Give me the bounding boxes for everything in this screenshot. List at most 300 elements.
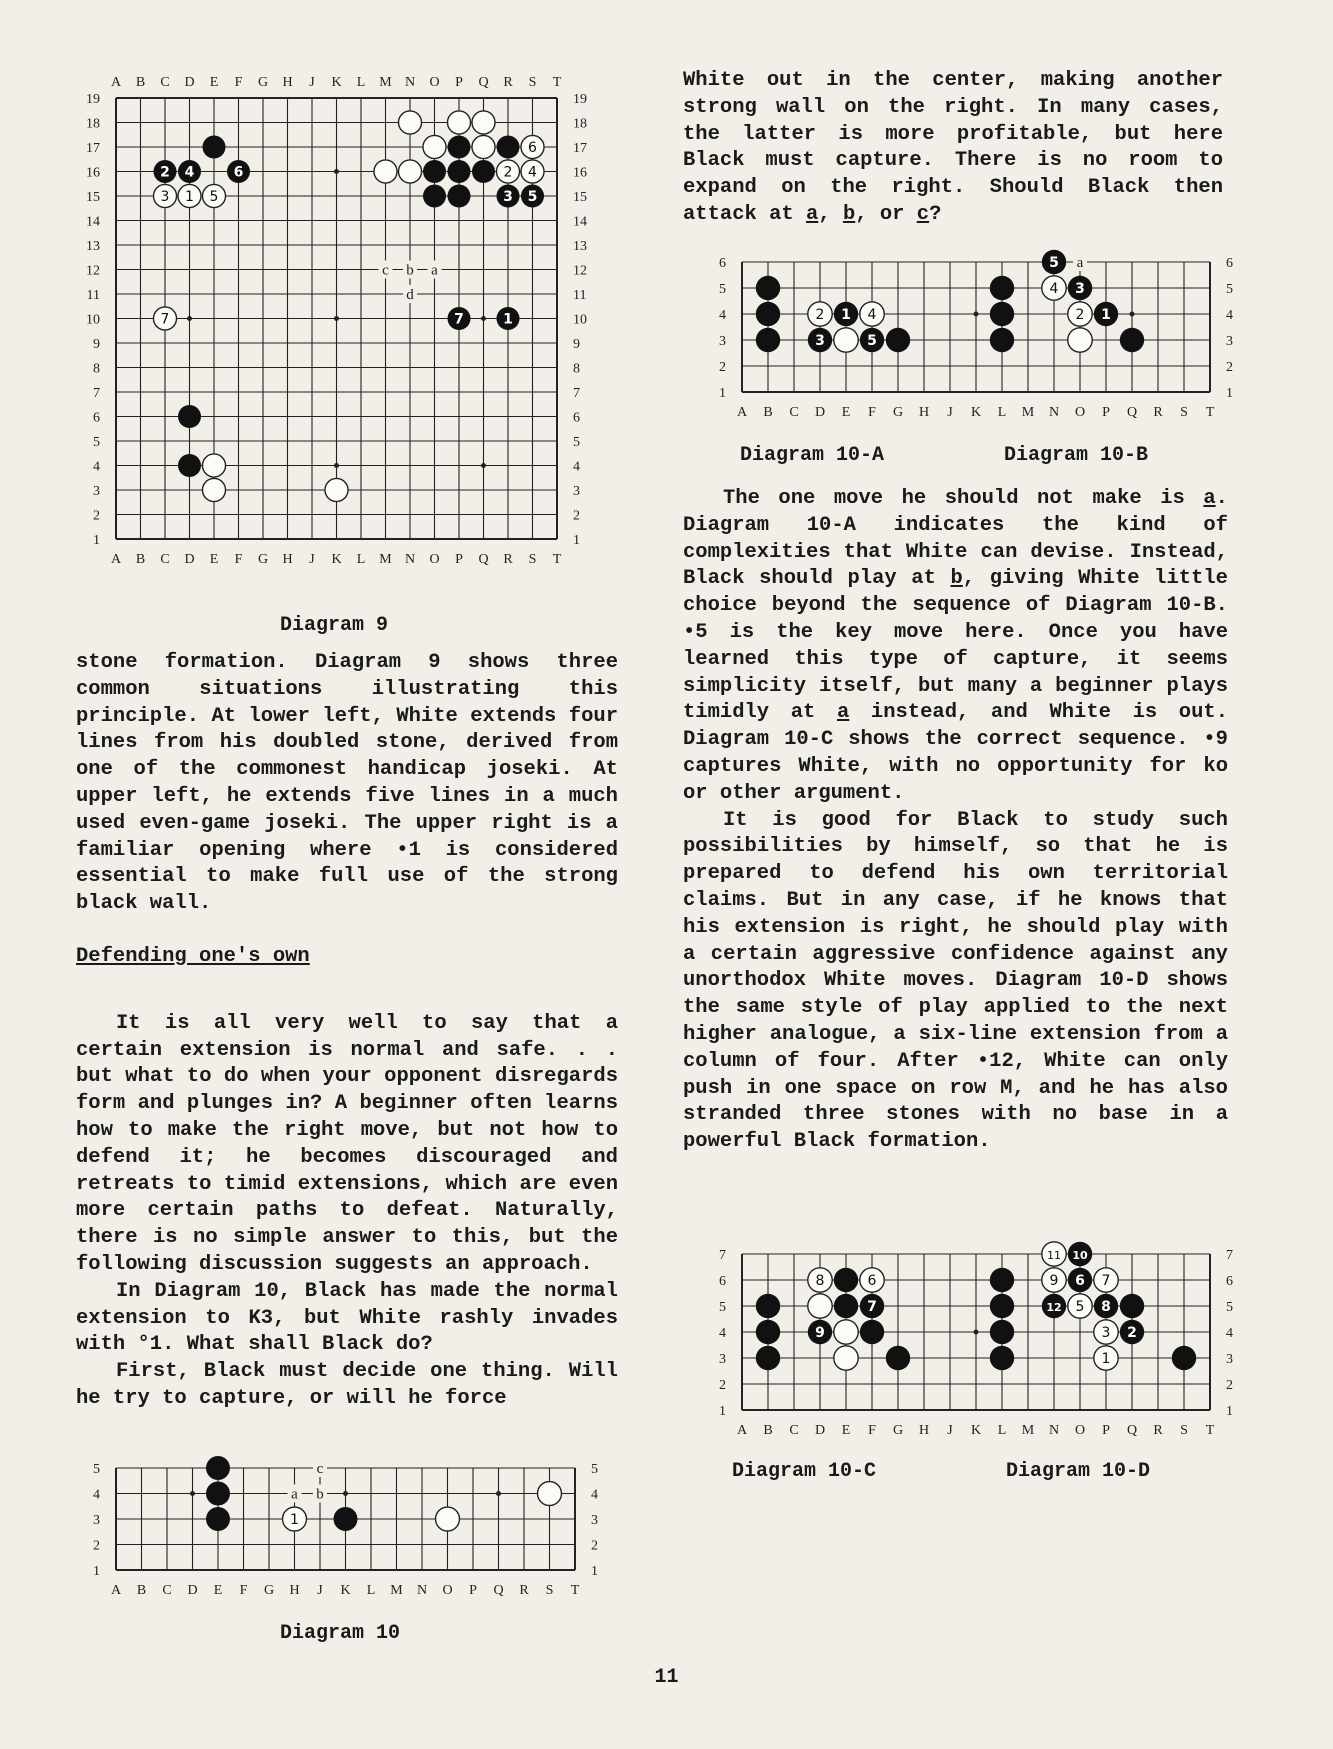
black-stone bbox=[756, 328, 780, 352]
black-stone bbox=[206, 1456, 230, 1480]
stone-number: 8 bbox=[815, 1273, 825, 1289]
black-stone bbox=[990, 276, 1014, 300]
coordinate-letter: J bbox=[309, 552, 315, 567]
coordinate-letter: P bbox=[1102, 1423, 1110, 1438]
coordinate-letter: C bbox=[160, 75, 170, 90]
black-stone bbox=[886, 1346, 910, 1370]
coordinate-letter: B bbox=[135, 552, 146, 567]
white-stone bbox=[472, 111, 495, 134]
board-label: a bbox=[431, 262, 438, 279]
right-column-middle-text bbox=[683, 486, 1228, 1156]
black-stone bbox=[178, 405, 201, 428]
stone-number: 3 bbox=[1075, 281, 1085, 297]
coordinate-letter: P bbox=[469, 1583, 477, 1598]
stone-number: 7 bbox=[454, 311, 464, 328]
coordinate-letter: Q bbox=[493, 1583, 504, 1598]
coordinate-letter: R bbox=[1153, 405, 1163, 420]
coordinate-letter: A bbox=[736, 1423, 748, 1438]
coordinate-number: 16 bbox=[573, 165, 587, 181]
black-stone bbox=[990, 1268, 1014, 1292]
ref-a: a bbox=[836, 701, 850, 725]
stone-number: 4 bbox=[184, 164, 195, 181]
coordinate-number: 6 bbox=[719, 1274, 726, 1289]
black-stone bbox=[886, 328, 910, 352]
coordinate-letter: R bbox=[519, 1583, 529, 1598]
coordinate-number: 5 bbox=[93, 1462, 100, 1477]
coordinate-letter: F bbox=[234, 552, 243, 567]
star-point bbox=[334, 316, 339, 321]
black-stone bbox=[178, 454, 201, 477]
star-point bbox=[187, 316, 192, 321]
coordinate-number: 4 bbox=[1226, 1326, 1233, 1341]
black-stone bbox=[1120, 328, 1144, 352]
coordinate-number: 9 bbox=[573, 337, 580, 352]
coordinate-letter: A bbox=[110, 552, 122, 567]
diagram-9-caption: Diagram 9 bbox=[280, 614, 389, 637]
star-point bbox=[481, 463, 486, 468]
coordinate-letter: J bbox=[947, 405, 953, 420]
coordinate-number: 13 bbox=[86, 239, 100, 254]
black-stone bbox=[990, 1320, 1014, 1344]
coordinate-letter: H bbox=[282, 75, 293, 90]
text: Diagram 10-A indicates the kind of complexities that White can devise. Instead, Black should play at bbox=[683, 513, 1228, 591]
page-number: 11 bbox=[654, 1666, 679, 1689]
coordinate-letter: F bbox=[868, 1423, 876, 1438]
coordinate-letter: K bbox=[970, 405, 982, 420]
coordinate-number: 6 bbox=[1226, 256, 1233, 271]
coordinate-number: 14 bbox=[86, 214, 100, 230]
stone-number: 5 bbox=[1049, 255, 1059, 271]
text: giving White little choice beyond the sequence of Diagram 10-B. •5 is the key move here. Once you have learned this type of capture, it seems simplicity itself, but many a beginner plays timidly at bbox=[683, 567, 1228, 725]
black-stone bbox=[1120, 1294, 1144, 1318]
coordinate-number: 19 bbox=[86, 92, 100, 107]
stone-number: 10 bbox=[1072, 1249, 1088, 1262]
stone-number: 5 bbox=[527, 189, 538, 205]
stone-number: 3 bbox=[503, 189, 513, 205]
black-stone bbox=[834, 1294, 858, 1318]
diagram-10ab-board bbox=[690, 246, 1233, 436]
coordinate-number: 1 bbox=[719, 386, 726, 401]
black-stone bbox=[447, 160, 470, 183]
coordinate-number: 11 bbox=[86, 288, 100, 303]
coordinate-letter: Q bbox=[478, 75, 489, 90]
coordinate-number: 1 bbox=[591, 1564, 598, 1579]
coordinate-number: 7 bbox=[719, 1248, 726, 1263]
coordinate-number: 2 bbox=[719, 360, 726, 375]
coordinate-number: 2 bbox=[1226, 1378, 1233, 1393]
black-stone bbox=[423, 184, 446, 207]
stone-number: 1 bbox=[1101, 307, 1111, 323]
coordinate-letter: R bbox=[503, 75, 513, 90]
diagram-10a-caption: Diagram 10-A bbox=[740, 444, 885, 467]
black-stone bbox=[756, 276, 780, 300]
coordinate-number: 18 bbox=[573, 116, 587, 132]
stone-number: 5 bbox=[209, 189, 219, 205]
paragraph: In Diagram 10, Black has made the normal extension to K3, but White rashly invades with °1. What shall Black do? bbox=[76, 1279, 618, 1357]
coordinate-letter: M bbox=[1021, 1423, 1035, 1438]
ref-b: b bbox=[842, 202, 856, 226]
coordinate-letter: L bbox=[356, 552, 366, 567]
black-stone bbox=[756, 1346, 780, 1370]
diagram-10b-caption: Diagram 10-B bbox=[1004, 444, 1149, 467]
coordinate-letter: P bbox=[455, 75, 463, 90]
black-stone bbox=[334, 1507, 358, 1531]
coordinate-letter: G bbox=[892, 1423, 904, 1438]
coordinate-number: 2 bbox=[93, 508, 100, 524]
coordinate-number: 6 bbox=[573, 410, 580, 426]
white-stone bbox=[374, 160, 397, 183]
board-label: a bbox=[291, 1486, 298, 1503]
coordinate-number: 17 bbox=[86, 141, 100, 156]
coordinate-letter: E bbox=[213, 1583, 223, 1598]
coordinate-letter: N bbox=[404, 552, 416, 567]
coordinate-letter: G bbox=[263, 1583, 275, 1598]
text: White out in the center, making another strong wall on the right. In many cases, the latter is more profitable, but here Black must capture. There is no room to expand on the right. Should Black then attack at bbox=[683, 69, 1223, 226]
coordinate-letter: G bbox=[257, 75, 269, 90]
paragraph: stone formation. Diagram 9 shows three common situations illustrating this principle. At lower left, White extends four lines from his doubled stone, derived from one of the commonest handicap joseki. At upper left, he extends five lines in a much used even-game joseki. The upper right is a familiar opening where •1 is considered essential to make full use of the strong black wall. bbox=[76, 651, 618, 916]
coordinate-number: 3 bbox=[1226, 334, 1233, 349]
white-stone bbox=[202, 478, 225, 501]
coordinate-letter: B bbox=[763, 405, 773, 420]
black-stone bbox=[990, 1346, 1014, 1370]
coordinate-letter: C bbox=[160, 552, 170, 567]
left-column-text bbox=[76, 650, 618, 1413]
stone-number: 2 bbox=[815, 307, 825, 323]
coordinate-letter: Q bbox=[1126, 1423, 1138, 1438]
coordinate-number: 2 bbox=[573, 508, 580, 524]
star-point bbox=[974, 312, 979, 317]
coordinate-letter: Q bbox=[1126, 405, 1138, 420]
white-stone bbox=[834, 328, 858, 352]
black-stone bbox=[447, 184, 470, 207]
star-point bbox=[496, 1491, 501, 1496]
stone-number: 3 bbox=[1101, 1325, 1111, 1341]
coordinate-letter: O bbox=[1074, 405, 1086, 420]
coordinate-letter: D bbox=[814, 1423, 826, 1438]
stone-number: 6 bbox=[528, 140, 537, 156]
coordinate-number: 2 bbox=[591, 1538, 598, 1554]
coordinate-letter: T bbox=[570, 1583, 580, 1598]
stone-number: 6 bbox=[1075, 1273, 1085, 1289]
coordinate-letter: G bbox=[257, 552, 269, 567]
black-stone bbox=[756, 302, 780, 326]
coordinate-letter: N bbox=[1048, 405, 1060, 420]
coordinate-number: 5 bbox=[573, 435, 580, 450]
black-stone bbox=[834, 1268, 858, 1292]
coordinate-letter: Q bbox=[478, 552, 489, 567]
coordinate-number: 15 bbox=[573, 190, 587, 205]
black-stone bbox=[756, 1320, 780, 1344]
coordinate-number: 6 bbox=[719, 256, 726, 271]
coordinate-letter: J bbox=[317, 1583, 323, 1598]
coordinate-letter: A bbox=[736, 405, 748, 420]
star-point bbox=[334, 169, 339, 174]
stone-number: 4 bbox=[528, 164, 537, 181]
coordinate-letter: L bbox=[997, 1423, 1007, 1438]
coordinate-letter: M bbox=[379, 75, 392, 90]
coordinate-letter: E bbox=[209, 75, 219, 90]
coordinate-number: 10 bbox=[573, 312, 587, 328]
paragraph: It is all very well to say that a certain extension is normal and safe. . . but what to do when your opponent disregards form and plunges in? A beginner often learns how to make the right move, but not how to defend it; he becomes discouraged and retreats to timid extensions, which are even more certain paths to defeat. Naturally, there is no simple answer to this, but the following discussion suggests an approach. bbox=[76, 1011, 618, 1276]
coordinate-number: 12 bbox=[86, 263, 100, 279]
board-label: b bbox=[406, 262, 414, 279]
coordinate-number: 4 bbox=[719, 308, 726, 323]
white-stone bbox=[808, 1294, 832, 1318]
coordinate-letter: O bbox=[429, 552, 440, 567]
coordinate-letter: H bbox=[918, 1423, 930, 1438]
coordinate-letter: T bbox=[1205, 1423, 1215, 1438]
black-stone bbox=[756, 1294, 780, 1318]
right-column-top-text bbox=[683, 68, 1223, 229]
coordinate-letter: L bbox=[997, 405, 1007, 420]
coordinate-letter: C bbox=[789, 1423, 799, 1438]
white-stone bbox=[472, 135, 495, 158]
star-point bbox=[974, 1330, 979, 1335]
coordinate-letter: S bbox=[528, 552, 537, 567]
stone-number: 6 bbox=[233, 164, 244, 181]
black-stone bbox=[990, 302, 1014, 326]
coordinate-letter: E bbox=[209, 552, 219, 567]
coordinate-number: 1 bbox=[1226, 1404, 1233, 1419]
coordinate-letter: L bbox=[356, 75, 366, 90]
coordinate-letter: J bbox=[309, 75, 315, 90]
ref-a: a bbox=[806, 202, 819, 226]
black-stone bbox=[423, 160, 446, 183]
coordinate-letter: B bbox=[135, 75, 146, 90]
board-label: b bbox=[316, 1486, 324, 1503]
coordinate-letter: B bbox=[136, 1583, 147, 1598]
coordinate-letter: N bbox=[416, 1583, 428, 1598]
stone-number: 9 bbox=[1049, 1273, 1059, 1289]
coordinate-number: 5 bbox=[591, 1462, 598, 1477]
coordinate-number: 5 bbox=[1226, 282, 1233, 297]
coordinate-number: 15 bbox=[86, 190, 100, 205]
white-stone bbox=[1068, 328, 1092, 352]
diagram-10cd-board bbox=[690, 1238, 1233, 1448]
stone-number: 8 bbox=[1101, 1299, 1111, 1315]
stone-number: 2 bbox=[1127, 1325, 1137, 1341]
coordinate-number: 17 bbox=[573, 141, 587, 156]
coordinate-letter: A bbox=[110, 1583, 122, 1598]
diagram-10d-caption: Diagram 10-D bbox=[1006, 1460, 1151, 1483]
coordinate-number: 7 bbox=[1226, 1248, 1233, 1263]
stone-number: 3 bbox=[815, 333, 825, 349]
diagram-9-board bbox=[78, 60, 598, 600]
coordinate-letter: F bbox=[239, 1583, 248, 1598]
board-label: c bbox=[316, 1461, 324, 1477]
coordinate-number: 3 bbox=[93, 484, 100, 499]
stone-number: 1 bbox=[290, 1512, 299, 1528]
coordinate-number: 13 bbox=[573, 239, 587, 254]
stone-number: 12 bbox=[1046, 1301, 1062, 1314]
text: The one move he should not make is bbox=[723, 487, 1185, 510]
coordinate-number: 14 bbox=[573, 214, 587, 230]
coordinate-letter: M bbox=[390, 1583, 403, 1598]
coordinate-letter: K bbox=[970, 1423, 982, 1438]
star-point bbox=[481, 316, 486, 321]
coordinate-letter: R bbox=[1153, 1423, 1163, 1438]
coordinate-number: 1 bbox=[573, 533, 580, 548]
coordinate-letter: B bbox=[763, 1423, 773, 1438]
star-point bbox=[334, 463, 339, 468]
black-stone bbox=[206, 1507, 230, 1531]
white-stone bbox=[423, 135, 446, 158]
coordinate-letter: J bbox=[947, 1423, 953, 1438]
section-heading: Defending one's own bbox=[76, 944, 310, 968]
coordinate-letter: N bbox=[1048, 1423, 1060, 1438]
coordinate-letter: H bbox=[289, 1583, 300, 1598]
black-stone bbox=[860, 1320, 884, 1344]
black-stone bbox=[1172, 1346, 1196, 1370]
coordinate-letter: P bbox=[455, 552, 463, 567]
board-label: a bbox=[1076, 255, 1084, 271]
coordinate-number: 4 bbox=[573, 459, 580, 475]
coordinate-number: 3 bbox=[93, 1513, 100, 1528]
coordinate-letter: M bbox=[379, 552, 392, 567]
coordinate-letter: K bbox=[340, 1583, 351, 1598]
black-stone bbox=[202, 135, 225, 158]
stone-number: 5 bbox=[867, 333, 877, 349]
coordinate-letter: D bbox=[184, 75, 195, 90]
coordinate-number: 6 bbox=[1226, 1274, 1233, 1289]
coordinate-number: 4 bbox=[1226, 308, 1233, 323]
stone-number: 9 bbox=[815, 1325, 825, 1341]
stone-number: 4 bbox=[867, 307, 877, 323]
coordinate-number: 5 bbox=[1226, 1300, 1233, 1315]
coordinate-number: 3 bbox=[719, 334, 726, 349]
star-point bbox=[343, 1491, 348, 1496]
stone-number: 7 bbox=[1101, 1273, 1111, 1289]
coordinate-letter: D bbox=[814, 405, 826, 420]
coordinate-letter: T bbox=[552, 75, 562, 90]
stone-number: 2 bbox=[1075, 307, 1085, 323]
star-point bbox=[190, 1491, 195, 1496]
stone-number: 5 bbox=[1075, 1299, 1085, 1315]
stone-number: 3 bbox=[160, 189, 170, 205]
coordinate-letter: K bbox=[331, 75, 342, 90]
coordinate-number: 16 bbox=[86, 165, 100, 181]
diagram-10-caption: Diagram 10 bbox=[280, 1622, 401, 1645]
paragraph: White out in the center, making another strong wall on the right. In many cases, the latter is more profitable, but here Black must capture. There is no room to expand on the right. Should Black then attack at a, b, or c? bbox=[683, 69, 1223, 226]
black-stone bbox=[206, 1482, 230, 1506]
stone-number: 2 bbox=[160, 164, 170, 181]
paragraph: The one move he should not make is a. Diagram 10-A indicates the kind of complexities that White can devise. Instead, Black should play at b, giving White little choice beyond the sequence of Diagram 10-B. •5 is the key move here. Once you have learned this type of capture, it seems simplicity itself, but many a beginner plays timidly at a instead, and White is out. Diagram 10-C shows the correct sequence. •9 captures White, with no opportunity for ko or other argument. bbox=[683, 487, 1228, 805]
coordinate-number: 1 bbox=[719, 1404, 726, 1419]
stone-number: 4 bbox=[1049, 281, 1059, 297]
stone-number: 6 bbox=[867, 1273, 877, 1289]
coordinate-letter: R bbox=[503, 552, 513, 567]
star-point bbox=[1130, 312, 1135, 317]
coordinate-number: 9 bbox=[93, 337, 100, 352]
coordinate-letter: S bbox=[528, 75, 537, 90]
coordinate-number: 5 bbox=[719, 282, 726, 297]
coordinate-letter: L bbox=[366, 1583, 376, 1598]
text: or bbox=[879, 202, 905, 226]
coordinate-number: 7 bbox=[93, 386, 100, 401]
coordinate-number: 6 bbox=[93, 410, 100, 426]
coordinate-number: 3 bbox=[591, 1513, 598, 1528]
coordinate-number: 4 bbox=[591, 1487, 598, 1503]
coordinate-letter: E bbox=[841, 1423, 851, 1438]
stone-number: 7 bbox=[867, 1299, 877, 1315]
coordinate-letter: D bbox=[184, 552, 195, 567]
coordinate-number: 18 bbox=[86, 116, 100, 132]
coordinate-number: 7 bbox=[573, 386, 580, 401]
coordinate-number: 11 bbox=[573, 288, 587, 303]
coordinate-number: 1 bbox=[1226, 386, 1233, 401]
ref-c: c bbox=[916, 202, 930, 226]
coordinate-number: 1 bbox=[93, 1564, 100, 1579]
white-stone bbox=[398, 160, 421, 183]
coordinate-letter: H bbox=[918, 405, 930, 420]
coordinate-letter: P bbox=[1102, 405, 1110, 420]
coordinate-letter: K bbox=[331, 552, 342, 567]
coordinate-number: 3 bbox=[719, 1352, 726, 1367]
coordinate-letter: S bbox=[1180, 1423, 1188, 1438]
coordinate-number: 3 bbox=[1226, 1352, 1233, 1367]
paragraph: It is good for Black to study such possibilities by himself, so that he is prepared to defend his own territorial claims. But in any case, if he knows that his extension is right, he should play with a certain aggressive confidence against any unorthodox White moves. Diagram 10-D shows the same style of play applied to the next higher analogue, a six-line extension from a column of four. After •12, White can only push in one space on row M, and he has also stranded three stones with no base in a powerful Black formation. bbox=[683, 808, 1228, 1154]
black-stone bbox=[472, 160, 495, 183]
coordinate-letter: C bbox=[789, 405, 799, 420]
coordinate-letter: E bbox=[841, 405, 851, 420]
coordinate-letter: N bbox=[404, 75, 416, 90]
coordinate-letter: T bbox=[1205, 405, 1215, 420]
board-label: d bbox=[406, 287, 414, 303]
coordinate-number: 2 bbox=[719, 1378, 726, 1393]
coordinate-letter: D bbox=[187, 1583, 198, 1598]
stone-number: 1 bbox=[841, 307, 851, 323]
black-stone bbox=[990, 1294, 1014, 1318]
coordinate-letter: F bbox=[868, 405, 876, 420]
white-stone bbox=[538, 1482, 562, 1506]
coordinate-number: 8 bbox=[573, 361, 580, 377]
coordinate-number: 5 bbox=[719, 1300, 726, 1315]
coordinate-letter: M bbox=[1021, 405, 1035, 420]
stone-number: 1 bbox=[503, 311, 513, 328]
coordinate-letter: T bbox=[552, 552, 562, 567]
white-stone bbox=[325, 478, 348, 501]
coordinate-number: 4 bbox=[93, 1487, 100, 1503]
coordinate-letter: A bbox=[110, 75, 122, 90]
coordinate-number: 8 bbox=[93, 361, 100, 377]
white-stone bbox=[202, 454, 225, 477]
white-stone bbox=[436, 1507, 460, 1531]
text: instead, and White is out. Diagram 10-C shows the correct sequence. •9 captures White, with no opportunity for ko or other argument. bbox=[683, 701, 1228, 805]
paragraph: First, Black must decide one thing. Will he try to capture, or will he force bbox=[76, 1360, 618, 1410]
coordinate-number: 2 bbox=[1226, 360, 1233, 375]
coordinate-number: 2 bbox=[93, 1538, 100, 1554]
coordinate-letter: S bbox=[1180, 405, 1188, 420]
coordinate-number: 4 bbox=[719, 1326, 726, 1341]
white-stone bbox=[398, 111, 421, 134]
stone-number: 11 bbox=[1047, 1249, 1061, 1262]
coordinate-number: 3 bbox=[573, 484, 580, 499]
coordinate-number: 19 bbox=[573, 92, 587, 107]
stone-number: 7 bbox=[160, 311, 170, 328]
coordinate-letter: O bbox=[1074, 1423, 1086, 1438]
ref-a: a bbox=[1203, 487, 1216, 510]
coordinate-number: 1 bbox=[93, 533, 100, 548]
ref-b: b bbox=[950, 567, 963, 591]
coordinate-letter: H bbox=[282, 552, 293, 567]
diagram-10-board bbox=[78, 1448, 598, 1608]
stone-number: 1 bbox=[185, 189, 194, 205]
board-label: c bbox=[382, 262, 389, 279]
coordinate-letter: O bbox=[442, 1583, 453, 1598]
coordinate-number: 10 bbox=[86, 312, 100, 328]
coordinate-letter: O bbox=[429, 75, 440, 90]
stone-number: 1 bbox=[1101, 1351, 1111, 1367]
